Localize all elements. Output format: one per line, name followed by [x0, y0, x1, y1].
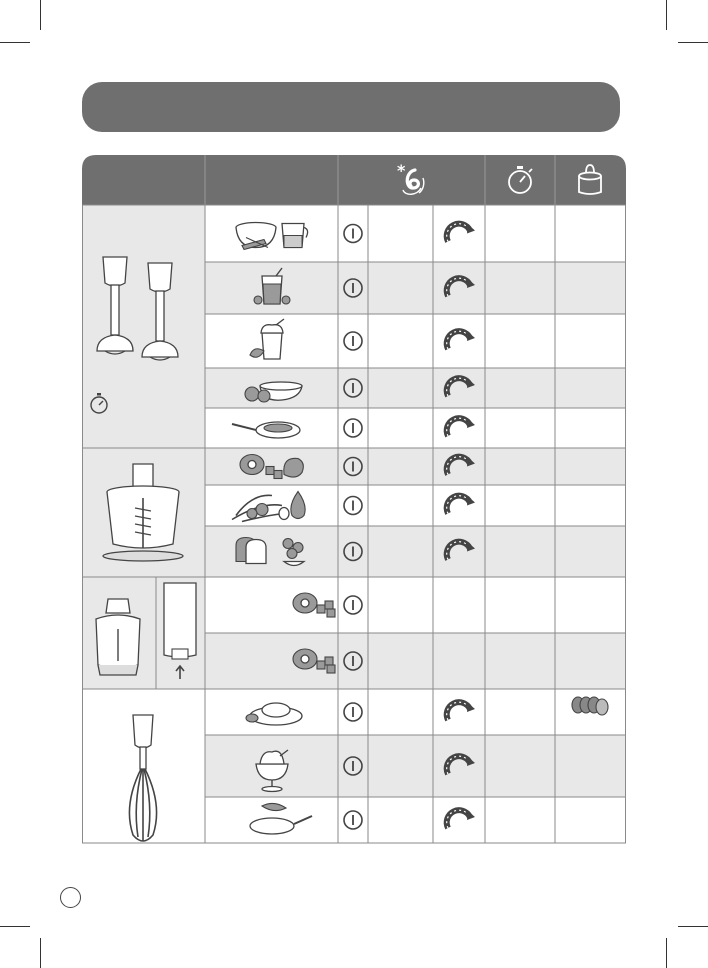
power-icon [344, 596, 362, 614]
speed-arc-icon [447, 331, 475, 349]
speed-asterisk: * [397, 161, 406, 180]
crop-mark [666, 0, 667, 30]
crop-mark [40, 0, 41, 30]
usage-table [82, 155, 626, 845]
usage-table-graphic [82, 155, 626, 845]
power-icon [344, 419, 362, 437]
power-icon [344, 225, 362, 243]
crepe-pan-icon [250, 803, 312, 834]
stopwatch-crown [517, 166, 523, 169]
table-header [82, 155, 626, 205]
whisk-icon [129, 715, 156, 841]
crop-mark [678, 926, 708, 927]
milkshake-icon [250, 319, 284, 359]
crop-mark [0, 42, 30, 43]
herbs-and-onion-icon [232, 492, 305, 522]
eggs-icon [572, 697, 608, 715]
power-icon [344, 703, 362, 721]
crop-mark [0, 926, 30, 927]
power-icon [344, 811, 362, 829]
speed-arc-icon [447, 702, 475, 720]
crop-mark [666, 938, 667, 968]
power-icon [344, 497, 362, 515]
title-bar [82, 82, 620, 132]
crop-mark [40, 938, 41, 968]
appliance-cell [82, 205, 205, 448]
speed-arc-icon [447, 224, 475, 242]
speed-arc-icon [447, 810, 475, 828]
crop-mark [678, 42, 708, 43]
speed-arc-icon [447, 418, 475, 436]
power-icon [344, 332, 362, 350]
batter-pan-icon [232, 422, 300, 438]
page-number-circle [60, 887, 81, 908]
egg-whites-plate-icon [246, 703, 302, 725]
meat-cubes-icon [293, 593, 335, 617]
speed-arc-icon [447, 496, 475, 514]
table-row [205, 633, 626, 689]
table-row [205, 526, 626, 577]
soup-and-measuring-jug-icon [236, 223, 308, 250]
